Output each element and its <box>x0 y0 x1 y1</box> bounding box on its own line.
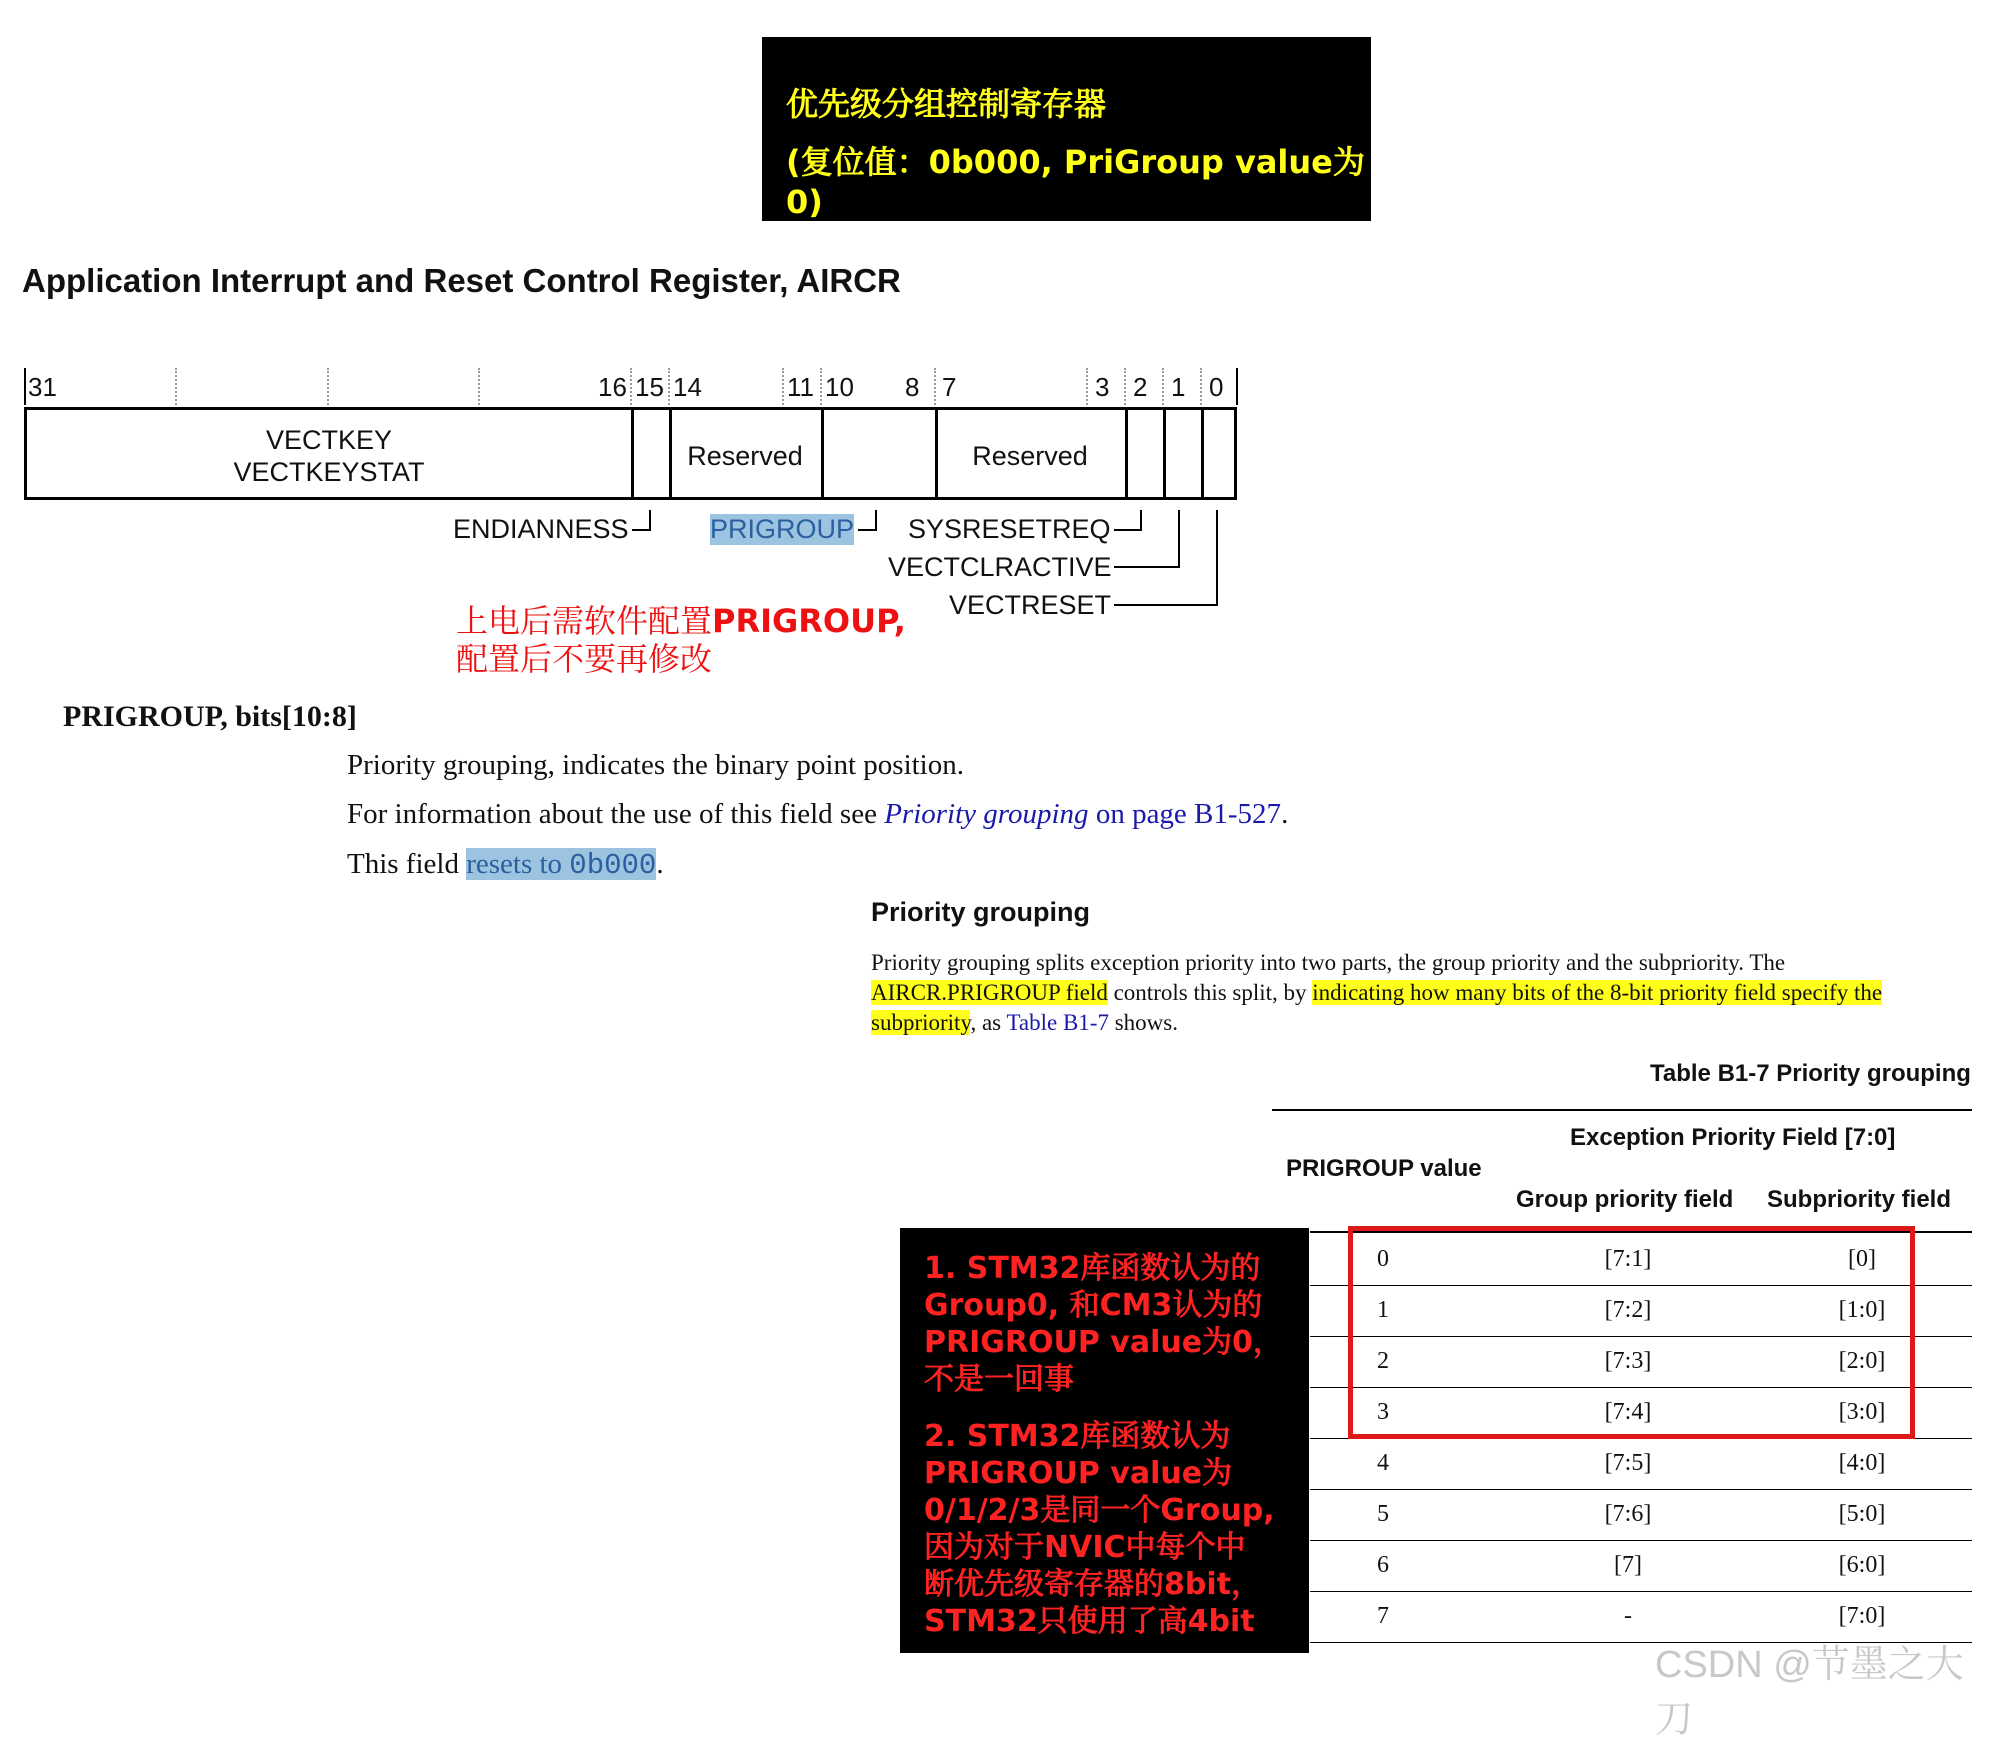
desc2-suffix: . <box>1281 798 1289 830</box>
pg-line-3 <box>871 1008 1951 1038</box>
table-row-rule <box>1310 1489 1972 1490</box>
desc2-prefix: For information about the use of this field see <box>347 798 885 830</box>
link-italic: Priority grouping <box>884 798 1089 830</box>
red-config-note <box>456 602 906 678</box>
table-cell-group: [7:4] <box>1604 1399 1652 1425</box>
bit-number: 14 <box>673 372 702 402</box>
pg-line-2 <box>871 978 1951 1008</box>
table-cell-group: [7:3] <box>1604 1348 1652 1374</box>
table-cell-group: [7:2] <box>1604 1297 1652 1323</box>
table-cell-sub: [4:0] <box>1838 1450 1886 1476</box>
table-cell-value: 4 <box>1377 1450 1389 1476</box>
annotation-box <box>900 1228 1309 1653</box>
prigroup-desc-1: Priority grouping, indicates the binary point position. <box>347 749 964 781</box>
table-cell-value: 3 <box>1377 1399 1389 1425</box>
vectkey-label: VECTKEY <box>265 425 393 455</box>
annotation-line: 1. STM32库函数认为的 <box>924 1251 1261 1286</box>
field-reserved-a: Reserved <box>687 441 803 471</box>
reset-value-code: 0b000 <box>569 849 657 882</box>
bit-number: 31 <box>28 372 57 402</box>
prigroup-heading: PRIGROUP, bits[10:8] <box>63 700 357 733</box>
priority-grouping-title: Priority grouping <box>871 897 1090 927</box>
table-cell-value: 0 <box>1377 1246 1389 1272</box>
prigroup-leader <box>858 510 876 530</box>
field-reserved-b: Reserved <box>972 441 1088 471</box>
col-header-prigroup: PRIGROUP value <box>1286 1155 1482 1182</box>
bit-number: 10 <box>825 372 854 402</box>
endianness-leader <box>632 510 650 530</box>
table-cell-sub: [3:0] <box>1838 1399 1886 1425</box>
table-b1-7-link[interactable]: Table B1-7 <box>1006 1010 1109 1035</box>
note-line-2: (复位值：0b000, PriGroup value为0) <box>786 143 1365 221</box>
col-header-sub: Subpriority field <box>1767 1186 1952 1213</box>
pg-end: shows. <box>1108 1010 1178 1035</box>
red-highlight-rect <box>1348 1226 1915 1439</box>
table-cell-group: [7:5] <box>1604 1450 1652 1476</box>
table-cell-group: [7] <box>1614 1552 1642 1578</box>
bit-number: 7 <box>942 372 957 402</box>
table-cell-value: 2 <box>1377 1348 1389 1374</box>
annotation-line: STM32只使用了高4bit <box>924 1604 1255 1639</box>
prigroup-desc-3 <box>347 848 664 882</box>
annotation-line: PRIGROUP value为 <box>924 1456 1233 1491</box>
pg-mid-2: , as <box>970 1010 1007 1035</box>
desc3-suffix: . <box>656 848 664 880</box>
bit-number: 16 <box>598 372 627 402</box>
col-header-exception-field: Exception Priority Field [7:0] <box>1570 1124 1896 1151</box>
annotation-line: 因为对于NVIC中每个中 <box>924 1530 1246 1565</box>
prigroup-label: PRIGROUP <box>710 514 855 544</box>
annotation-line: 0/1/2/3是同一个Group, <box>924 1493 1275 1528</box>
red-note-line1-en: PRIGROUP, <box>712 602 906 640</box>
pg-hl-2: indicating how many bits of the 8-bit priority field specify the <box>1312 980 1883 1005</box>
table-cell-sub: [1:0] <box>1838 1297 1886 1323</box>
bit-number: 1 <box>1171 372 1186 402</box>
red-note-line2: 配置后不要再修改 <box>456 640 713 678</box>
priority-grouping-link[interactable] <box>884 798 1281 830</box>
table-cell-value: 1 <box>1377 1297 1389 1323</box>
pg-line-1: Priority grouping splits exception priority into two parts, the group priority and the subpriority. The <box>871 950 1786 975</box>
pg-hl-1: AIRCR.PRIGROUP field <box>871 980 1108 1005</box>
endianness-label: ENDIANNESS <box>453 514 629 544</box>
annotation-para-2 <box>924 1418 1275 1640</box>
table-top-rule <box>1272 1109 1972 1111</box>
bit-number: 8 <box>905 372 920 402</box>
sysresetreq-label: SYSRESETREQ <box>908 514 1111 544</box>
table-cell-value: 7 <box>1377 1603 1389 1629</box>
table-cell-value: 6 <box>1377 1552 1389 1578</box>
vectreset-leader <box>1114 510 1217 605</box>
table-cell-sub: [6:0] <box>1838 1552 1886 1578</box>
bit-number: 0 <box>1209 372 1224 402</box>
annotation-line: 不是一回事 <box>924 1362 1074 1397</box>
reset-value-highlight <box>466 848 656 880</box>
table-title: Table B1-7 Priority grouping <box>1650 1060 1971 1087</box>
bit-number: 3 <box>1095 372 1110 402</box>
csdn-watermark: CSDN @节墨之大刀 <box>1655 1644 1964 1741</box>
annotation-line: 断优先级寄存器的8bit， <box>924 1567 1261 1602</box>
bit-number: 11 <box>787 372 814 402</box>
table-cell-sub: [0] <box>1848 1246 1876 1272</box>
red-note-line1: 上电后需软件配置 <box>456 602 713 640</box>
pg-hl-3: subpriority <box>871 1010 971 1035</box>
vectclractive-label: VECTCLRACTIVE <box>888 552 1112 582</box>
vectkeystat-label: VECTKEYSTAT <box>233 457 425 487</box>
link-rest: on page B1-527 <box>1088 798 1282 830</box>
bit-number: 2 <box>1133 372 1148 402</box>
table-cell-sub: [7:0] <box>1838 1603 1886 1629</box>
vectreset-label: VECTRESET <box>949 590 1112 620</box>
prigroup-desc-2 <box>347 798 1288 831</box>
annotation-line: PRIGROUP value为0， <box>924 1325 1283 1360</box>
annotation-para-1 <box>924 1250 1283 1398</box>
col-header-group: Group priority field <box>1516 1186 1734 1213</box>
table-cell-sub: [2:0] <box>1838 1348 1886 1374</box>
desc3-hl: resets to <box>466 848 570 880</box>
vectclractive-leader <box>1114 510 1179 567</box>
table-cell-group: - <box>1624 1603 1632 1629</box>
table-row-rule <box>1310 1540 1972 1541</box>
callout-lines <box>0 0 1994 700</box>
pg-mid: controls this split, by <box>1107 980 1313 1005</box>
priority-grouping-text <box>871 948 1951 1038</box>
desc3-prefix: This field <box>347 848 467 880</box>
table-cell-group: [7:6] <box>1604 1501 1652 1527</box>
annotation-line: 2. STM32库函数认为 <box>924 1419 1231 1454</box>
annotation-line: Group0, 和CM3认为的 <box>924 1288 1263 1323</box>
table-cell-value: 5 <box>1377 1501 1389 1527</box>
sysresetreq-leader <box>1114 510 1141 530</box>
table-row-rule <box>1310 1591 1972 1592</box>
table-cell-sub: [5:0] <box>1838 1501 1886 1527</box>
register-title: Application Interrupt and Reset Control Register, AIRCR <box>22 262 901 299</box>
table-cell-group: [7:1] <box>1604 1246 1652 1272</box>
bit-number: 15 <box>635 372 664 402</box>
note-line-1: 优先级分组控制寄存器 <box>786 85 1107 123</box>
